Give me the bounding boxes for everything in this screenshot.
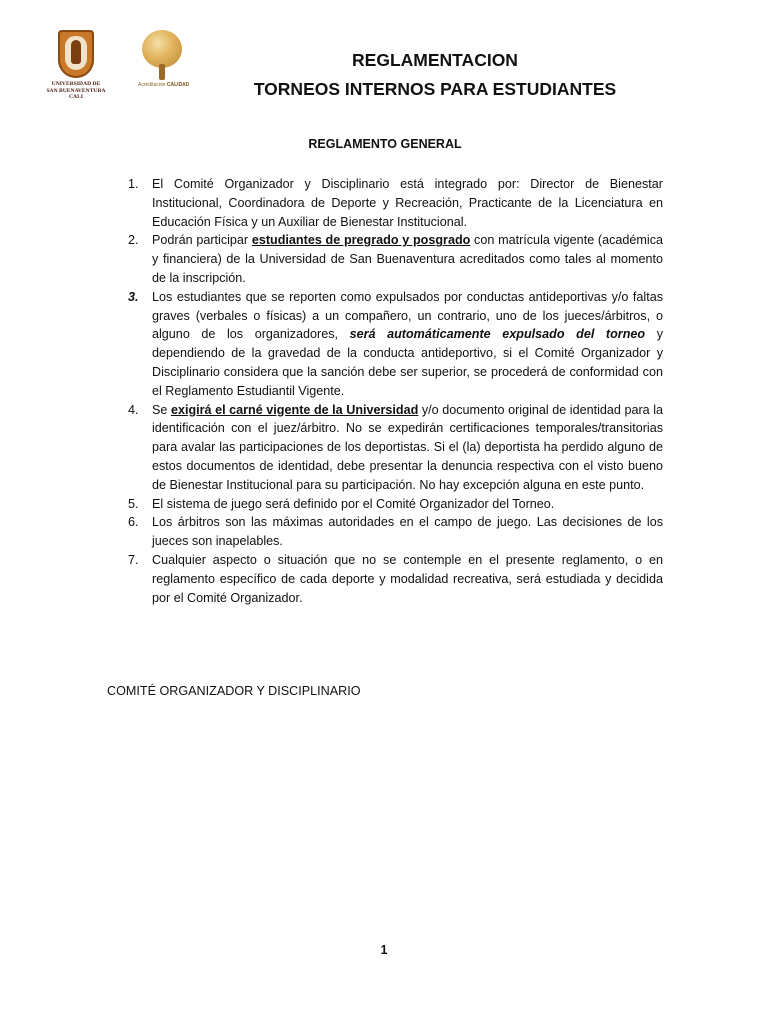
accreditation-text-a: Acreditación (138, 82, 166, 88)
rule-item (118, 231, 663, 287)
rule-item (118, 288, 663, 401)
rule-number: 1. (128, 177, 139, 191)
university-logo-text (44, 81, 108, 101)
document-subtitle: TORNEOS INTERNOS PARA ESTUDIANTES (253, 79, 617, 99)
rule-text: con matrícula vigente (académica y financiera) de la Universidad de San Buenaventura acreditados como tales al momento de la inscripción. (152, 233, 664, 285)
rule-item (118, 513, 663, 551)
rule-text: El sistema de juego será definido por el Comité Organizador del Torneo. (152, 496, 555, 511)
rule-item (118, 401, 663, 495)
rule-number: 4. (128, 402, 139, 417)
rule-text: Los estudiantes que se reporten como expulsados por conductas antideportivas y/o faltas graves (verbales o físicas) a un compañero, un contrario, uno de los jueces/árbitros, o alguno de los organizadores, (152, 289, 663, 342)
rule-text: Se (152, 402, 171, 417)
rule-text: y/o documento original de identidad para la identificación con el juez/árbitro. No se expedirán certificaciones temporales/transitorias para avalar las participaciones de los deportistas. Si el (la) deportista ha perdido alguno de estos documentos de identidad, debe presentar la denuncia respectiva con el visto bueno de Bienestar Institucional para su participación. No hay excepción alguna en este punto. (152, 402, 663, 492)
university-logo-line: UNIVERSIDAD DE (51, 81, 101, 87)
university-logo-line: SAN BUENAVENTURA (46, 87, 106, 94)
rules-list (118, 175, 663, 607)
accreditation-text-b: CALIDAD (166, 82, 190, 88)
rule-number: 2. (128, 233, 139, 248)
rule-text: Podrán participar (152, 233, 252, 248)
rule-text: exigirá el carné vigente de la Universidad (170, 402, 419, 417)
page-number: 1 (380, 943, 388, 957)
university-crest-icon (58, 30, 94, 78)
section-title: REGLAMENTO GENERAL (308, 137, 462, 151)
university-logo-line: CALI (69, 94, 83, 101)
committee-signature: COMITÉ ORGANIZADOR Y DISCIPLINARIO (107, 684, 361, 698)
university-logo (44, 30, 108, 116)
rule-text: y dependiendo de la gravedad de la conducta antideportivo, si el Comité Organizador y Disciplinario considera que la sanción debe ser superior, se procederá de conformidad con el Reglamento Estudiantil Vigente. (152, 327, 663, 398)
rule-text: Cualquier aspecto o situación que no se contemple en el presente reglamento, o en reglamento específico de cada deporte y modalidad recreativa, será estudiada y decidida por el Comité Organizador. (152, 552, 663, 605)
rule-item (118, 495, 663, 514)
rule-text: El Comité Organizador y Disciplinario está integrado por: Director de Bienestar Institucional, Coordinadora de Deporte y Recreación, Practicante de la Licenciatura en Educación Física y un Auxiliar de Bienestar Institucional. (152, 177, 663, 229)
rule-item (118, 551, 663, 607)
rule-number: 3. (128, 289, 139, 304)
rule-item (118, 175, 663, 231)
rule-number: 6. (128, 515, 139, 530)
rule-text: estudiantes de pregrado y posgrado (251, 233, 471, 248)
rule-number: 5. (128, 496, 139, 511)
rule-number: 7. (128, 552, 139, 567)
rule-text: Los árbitros son las máximas autoridades en el campo de juego. Las decisiones de los jueces son inapelables. (152, 515, 663, 549)
document-title: REGLAMENTACION (352, 50, 518, 70)
rule-text: será automáticamente expulsado del torneo (349, 327, 646, 342)
